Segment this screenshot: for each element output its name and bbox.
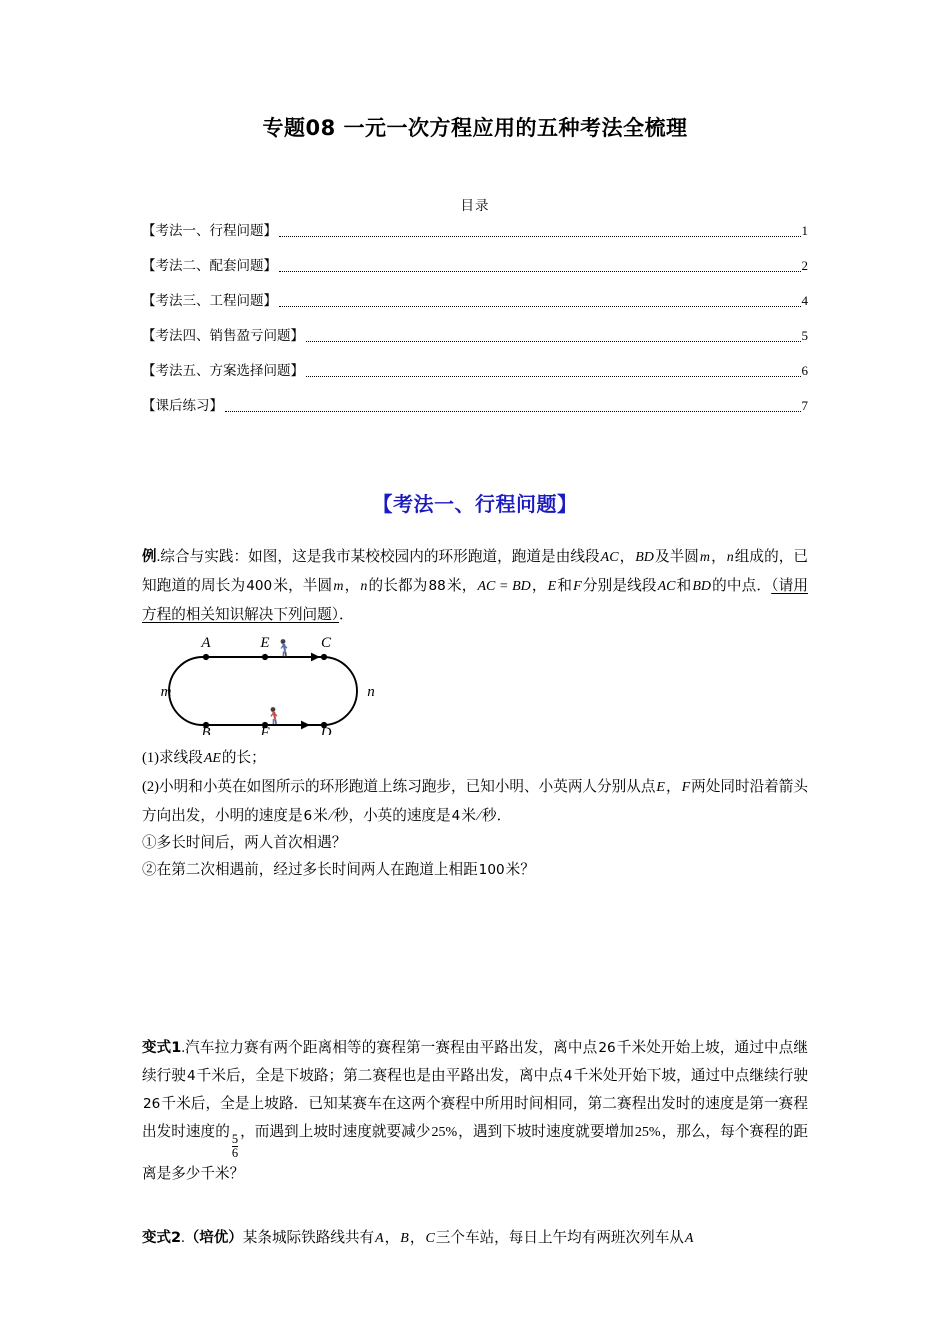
unit-miao-2: 秒 [481,808,497,825]
toc-entry-label: 【课后练习】 [142,398,223,414]
toc-dot-leader [279,230,801,237]
point-a-dot [203,654,209,660]
answer-space-variant-1 [142,1188,808,1224]
toc-entry-label: 【考法五、方案选择问题】 [142,363,304,379]
unit-slash-2: / [474,808,484,825]
variant-2-lead: 变式 [142,1229,171,1246]
runner-icon-xiaoying [270,707,277,724]
example-text-6: 米， [446,578,477,595]
unit-mi-1: 米 [313,808,328,825]
v1-text-8: 时间相同，第二赛程出发时的速度是第一赛程出发时速度的 [142,1096,808,1141]
unit-miao-1: 秒 [333,808,349,825]
toc-entry-label: 【考法三、工程问题】 [142,293,277,309]
toc-entry-6[interactable] [142,397,808,415]
math-ac-eq-bd: AC = BD [477,579,531,595]
math-ac: AC [600,550,619,566]
speed-xiaoming: 6 [303,808,313,825]
math-station-b: B [400,1230,409,1246]
toc-dot-leader [279,265,801,272]
toc-dot-leader [306,335,801,342]
toc-entry-3[interactable] [142,292,808,310]
fraction-five-sixths [230,1133,240,1160]
fraction-denominator: 6 [231,1145,239,1160]
question-1 [142,744,808,773]
example-text-2: 及半圆 [654,549,699,566]
value-100: 100 [478,862,505,879]
answer-space-example [142,884,808,1034]
example-text-3: 组成的，已知跑道的周长为 [142,549,808,595]
v1-text-9: ，而遇到上坡时速度就要减 [240,1124,416,1141]
value-4: 4 [186,1068,196,1085]
math-ae: AE [203,751,221,767]
toc-dot-leader [306,370,801,377]
label-d: D [320,725,332,736]
question-2 [142,773,808,830]
math-m2: m [333,579,344,595]
toc-entry-page: 1 [801,222,808,238]
punct: ， [531,578,547,595]
question-2-sub-1: ①多长时间后，两人首次相遇？ [142,835,347,852]
table-of-contents [142,194,808,415]
variant-1-dot: . [181,1040,186,1057]
v2-text-2: 三个车站，每日上午均有两班次列车从 [435,1229,684,1246]
punct: ， [619,549,635,566]
percent-25-a: 25% [431,1125,458,1141]
speed-xiaoying: 4 [451,808,461,825]
q2-text-a: (2)小明和小英在如图所示的环形跑道上练习跑步，已知小明、小英两人分别从点 [142,779,656,796]
label-a: A [201,635,211,652]
question-2-sub-2 [142,857,808,884]
value-26b: 26 [143,1096,161,1113]
variant-1-lead: 变式 [142,1040,172,1057]
runner-icon-xiaoming [281,639,288,656]
percent-25-b: 25% [634,1125,661,1141]
example-text-8: 分别是线段 [582,578,657,595]
q2-text-c: 处同时沿着箭头方向出发，小明的速度是 [142,779,808,825]
unit-slash-1: / [326,808,336,825]
toc-entry-1[interactable] [142,222,808,240]
v1-text-3: 坡，通过中点继续行驶 [142,1040,808,1085]
example-problem [142,543,808,884]
example-statement [142,543,808,629]
v1-text-10: 少 [415,1124,431,1141]
example-text-7: 和 [557,578,573,595]
q2-text-b: 两 [691,779,706,796]
v1-text-6: 处开始下坡，通过中点继续行驶 [602,1068,808,1085]
punct: ， [409,1229,425,1246]
toc-entry-page: 4 [801,292,808,308]
label-e: E [260,635,270,652]
toc-entry-2[interactable] [142,257,808,275]
v1-text-12: ，那么，每个赛程的距离是多少千米？ [142,1124,808,1182]
punct: ， [665,779,681,796]
math-m: m [699,550,711,566]
math-station-a: A [375,1230,384,1246]
v1-text-5: 千米 [573,1068,603,1085]
math-n: n [726,550,734,566]
math-f: F [573,579,582,595]
unit-mi-2: 米 [461,808,476,825]
variant-1-number: 1 [171,1040,182,1057]
punct: ， [384,1229,400,1246]
punct: ， [344,578,360,595]
value-400: 400 [246,578,273,595]
variant-2-dot: . [181,1229,185,1246]
toc-dot-leader [279,300,801,307]
example-text-4: 米，半圆 [273,578,333,595]
math-bd: BD [635,550,654,566]
v1-text-2: 千米处开始上 [616,1040,706,1057]
v1-text-1: 汽车拉力赛有两个距离相等的赛程第一赛程由平路出发，离中点 [185,1040,598,1057]
example-text-9: 和 [676,578,692,595]
math-e-q2: E [656,780,665,796]
sub2-text-b: 米？ [505,862,535,879]
punct: ， [711,549,726,566]
toc-entry-page: 7 [801,397,808,413]
label-b: B [201,725,211,736]
q2-text-e: ． [496,808,512,825]
v1-text-7: 千米后，全是上坡路．已知某赛车在这两个赛程中所用 [161,1096,515,1113]
variant-2-problem [142,1224,808,1253]
variant-1-problem [142,1034,808,1187]
v1-text-4: 千米后，全是下坡路；第二赛程也是由平路出发，离中点 [196,1068,563,1085]
example-text-5: 的长都为 [368,578,428,595]
page-title: 专题08 一元一次方程应用的五种考法全梳理 [262,116,688,140]
toc-dot-leader [225,405,801,412]
example-text-10: 的中点． [712,578,772,595]
toc-entry-page: 2 [801,257,808,273]
toc-heading: 目录 [460,198,490,213]
toc-entry-5[interactable] [142,362,808,380]
variant-2-number: 2 [171,1229,182,1246]
q2-text-d: ，小英的速度是 [348,808,451,825]
value-88: 88 [428,578,446,595]
math-station-a-end: A [684,1230,694,1246]
example-text-1: 综合与实践：如图，这是我市某校校园内的环形跑道，跑道是由线段 [160,549,600,566]
math-ac3: AC [657,579,676,595]
toc-entry-label: 【考法二、配套问题】 [142,258,277,274]
variant-2-tag: （培优） [184,1229,243,1246]
math-e: E [547,579,557,595]
top-arrow-head [311,653,320,662]
toc-entry-label: 【考法四、销售盈亏问题】 [142,328,304,344]
track-outline [169,657,357,725]
math-bd3: BD [692,579,712,595]
example-text-11: ． [339,607,354,624]
v2-text-1: 某条城际铁路线共有 [242,1229,375,1246]
track-diagram-svg [158,635,393,735]
track-diagram [158,635,808,740]
point-c-dot [321,654,327,660]
q1-text-a: (1)求线段 [142,750,203,767]
label-n: n [367,684,375,701]
label-c: C [320,635,332,652]
example-note-underlined: （请用方程的相关知识解决下列问题） [142,578,808,624]
label-m: m [160,684,172,701]
variant-1-statement [142,1034,808,1187]
toc-entry-page: 6 [801,362,808,378]
math-n2: n [360,579,368,595]
value-4b: 4 [563,1068,573,1085]
example-lead-dot: . [156,549,161,566]
toc-entry-label: 【考法一、行程问题】 [142,223,277,238]
math-f-q2: F [681,780,691,796]
toc-entry-4[interactable] [142,327,808,345]
bottom-arrow-head [301,721,310,730]
fraction-numerator: 5 [231,1132,239,1147]
math-station-c: C [425,1230,435,1246]
toc-entry-page: 5 [801,327,808,343]
example-lead: 例 [142,549,157,566]
point-e-dot [262,654,268,660]
variant-2-statement [142,1224,808,1253]
label-f: F [260,725,270,736]
sub2-text-a: ②在第二次相遇前，经过多长时间两人在跑道上相距 [142,862,478,879]
section-heading-xingcheng: 【考法一、行程问题】 [372,492,578,517]
v1-text-11: ，遇到下坡时速度就要增加 [458,1124,634,1141]
value-26: 26 [598,1040,616,1057]
q1-text-b: 的长； [221,750,266,767]
